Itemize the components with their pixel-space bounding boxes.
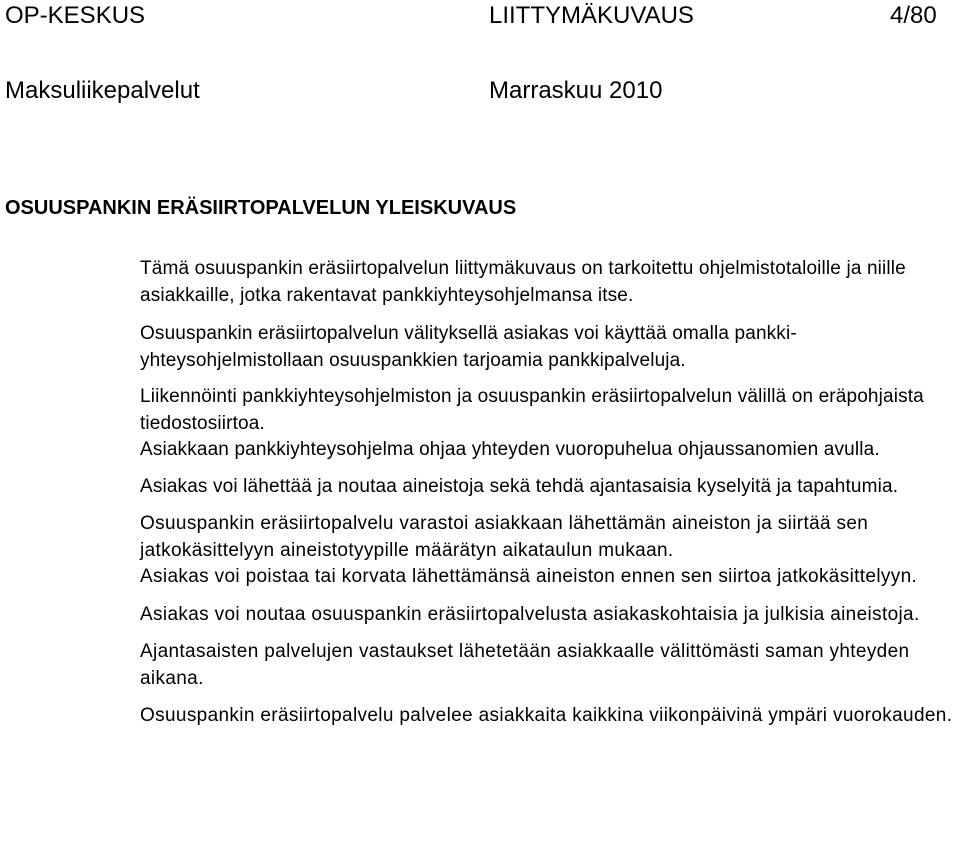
paragraph: Tämä osuuspankin eräsiirtopalvelun liittymäkuvaus on tarkoitettu ohjelmistotaloille ja niille asiakkaille, jotka rakentavat pankkiyhteysohjelmansa itse. (140, 258, 906, 306)
paragraph: Osuuspankin eräsiirtopalvelu palvelee asiakkaita kaikkina viikonpäivinä ympäri vuorokauden. (140, 705, 953, 726)
header-page-number: 4/80 (890, 2, 937, 29)
paragraph: Osuuspankin eräsiirtopalvelu varastoi asiakkaan lähettämän aineiston ja siirtää sen jatkokäsittelyyn aineistotyypille määrätyn aikataulun mukaan. (140, 513, 869, 561)
paragraph: Osuuspankin eräsiirtopalvelun välityksellä asiakas voi käyttää omalla pankki-yhteysohjelmistollaan osuuspankkien tarjoamia pankkipalveluja. (140, 323, 797, 371)
header-organization: OP-KESKUS (5, 2, 146, 29)
paragraph: Asiakas voi poistaa tai korvata lähettämänsä aineiston ennen sen siirtoa jatkokäsittelyyn. (140, 566, 918, 587)
section-heading: OSUUSPANKIN ERÄSIIRTOPALVELUN YLEISKUVAUS (5, 197, 517, 219)
paragraph: Asiakkaan pankkiyhteysohjelma ohjaa yhteyden vuoropuhelua ohjaussanomien avulla. (140, 439, 880, 460)
section-body (140, 256, 960, 730)
header-document-title: LIITTYMÄKUVAUS (489, 2, 694, 29)
paragraph: Asiakas voi lähettää ja noutaa aineistoja sekä tehdä ajantasaisia kyselyitä ja tapahtumia. (140, 475, 899, 497)
paragraph: Liikennöinti pankkiyhteysohjelmiston ja osuuspankin eräsiirtopalvelun välillä on eräpohjaista tiedostosiirtoa. (140, 386, 924, 434)
header-date: Marraskuu 2010 (489, 77, 663, 104)
paragraph: Ajantasaisten palvelujen vastaukset lähetetään asiakkaalle välittömästi saman yhteyden aikana. (140, 641, 910, 689)
header-service-name: Maksuliikepalvelut (5, 77, 200, 104)
paragraph: Asiakas voi noutaa osuuspankin eräsiirtopalvelusta asiakaskohtaisia ja julkisia aineistoja. (140, 603, 920, 625)
